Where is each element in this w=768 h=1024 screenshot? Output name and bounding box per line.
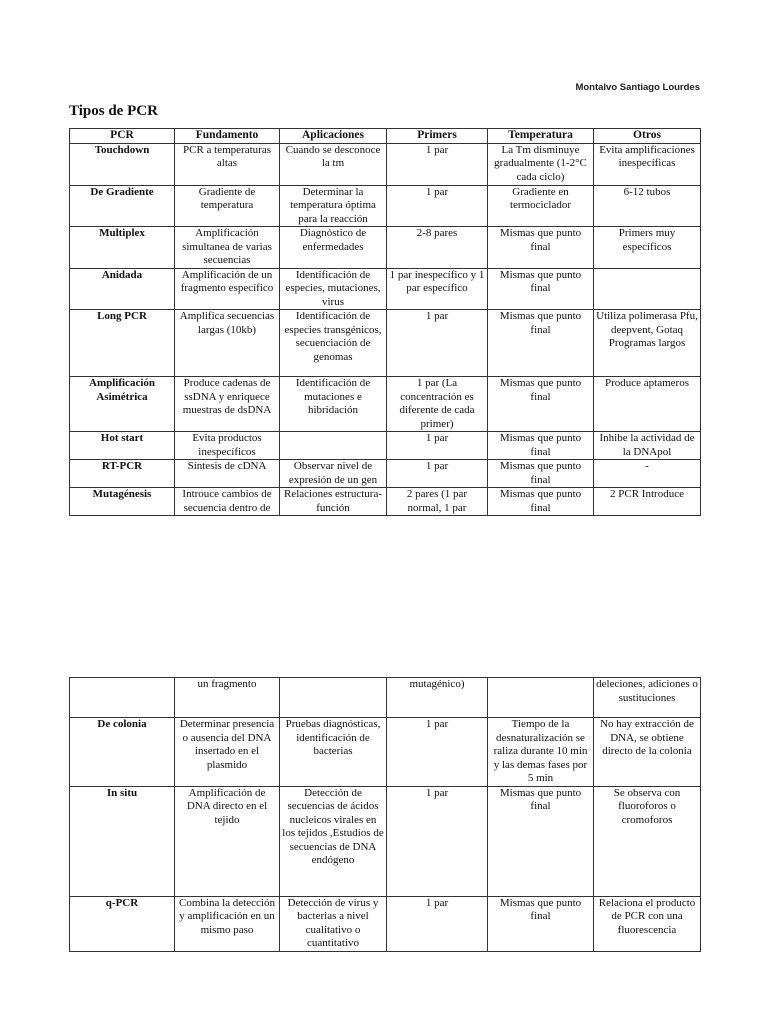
table-cell: 2 pares (1 par normal, 1 par [387, 488, 488, 516]
table-row [70, 227, 701, 269]
table-cell: Tiempo de la desnaturalización se raliza durante 10 min y las demas fases por 5 min [488, 718, 594, 787]
table-cell: Pruebas diagnósticas, identificación de bacterias [280, 718, 387, 787]
table-cell: Mismas que punto final [488, 268, 594, 310]
pcr-type-cell: Hot start [70, 432, 175, 460]
table-header-row [70, 129, 701, 144]
column-header-pcr: PCR [70, 129, 175, 144]
column-header-otros: Otros [594, 129, 701, 144]
table-cell: 1 par [387, 460, 488, 488]
table-cell: 2-8 pares [387, 227, 488, 269]
table-cell: Amplifica secuencias largas (10kb) [175, 310, 280, 377]
table-cell: Gradiente en termociclador [488, 185, 594, 227]
table-cell: 6-12 tubos [594, 185, 701, 227]
table-cell: Mismas que punto final [488, 432, 594, 460]
pcr-table-page-1 [69, 128, 701, 516]
table-row [70, 786, 701, 896]
table-row [70, 488, 701, 516]
table-cell: 1 par [387, 310, 488, 377]
table-cell: Introuce cambios de secuencia dentro de [175, 488, 280, 516]
table-row [70, 896, 701, 951]
column-header-aplicaciones: Aplicaciones [280, 129, 387, 144]
table-cell: Mismas que punto final [488, 786, 594, 896]
table-row [70, 432, 701, 460]
pcr-type-cell: RT-PCR [70, 460, 175, 488]
table-cell: 1 par [387, 718, 488, 787]
table-row [70, 268, 701, 310]
table-cell: Se observa con fluoroforos o cromoforos [594, 786, 701, 896]
document-title: Tipos de PCR [69, 103, 158, 119]
table-cell: Combina la detección y amplificación en un mismo paso [175, 896, 280, 951]
table-cell: Evita productos inespecíficos [175, 432, 280, 460]
table-cell: Diagnóstico de enfermedades [280, 227, 387, 269]
pcr-type-cell: q-PCR [70, 896, 175, 951]
table-cell: Detección de secuencias de ácidos nucleicos virales en los tejidos ,Estudios de secuencias de DNA endógeno [280, 786, 387, 896]
pcr-table-page-2 [69, 677, 701, 952]
table-cell: Amplificación de un fragmento específico [175, 268, 280, 310]
table-cell: PCR a temperaturas altas [175, 143, 280, 185]
table-cell: un fragmento [175, 678, 280, 718]
pcr-type-cell: Amplificación Asimétrica [70, 377, 175, 432]
table-cell: Gradiente de temperatura [175, 185, 280, 227]
table-cell [488, 678, 594, 718]
column-header-fundamento: Fundamento [175, 129, 280, 144]
table-cell: Amplificación de DNA directo en el tejido [175, 786, 280, 896]
table-cell: Cuando se desconoce la tm [280, 143, 387, 185]
table-cell: Relaciona el producto de PCR con una fluorescencia [594, 896, 701, 951]
column-header-temperatura: Temperatura [488, 129, 594, 144]
column-header-primers: Primers [387, 129, 488, 144]
pcr-type-cell: Long PCR [70, 310, 175, 377]
pcr-type-cell: Touchdown [70, 143, 175, 185]
pcr-type-cell: Multiplex [70, 227, 175, 269]
table-body-page-2 [70, 678, 701, 952]
table-row [70, 310, 701, 377]
table-cell: Evita amplificaciones inespecíficas [594, 143, 701, 185]
table-cell: 2 PCR Introduce [594, 488, 701, 516]
table-cell: Utiliza polimerasa Pfu, deepvent, Gotaq Programas largos [594, 310, 701, 377]
pcr-type-cell: De Gradiente [70, 185, 175, 227]
table-cell: Detección de virus y bacterias a nivel cualitativo o cuantitativo [280, 896, 387, 951]
table-cell: Identificación de mutaciones e hibridación [280, 377, 387, 432]
table-cell [280, 432, 387, 460]
table-cell: 1 par [387, 896, 488, 951]
pcr-type-cell: De colonia [70, 718, 175, 787]
table-cell: 1 par inespecífico y 1 par específico [387, 268, 488, 310]
table-row [70, 678, 701, 718]
table-cell: - [594, 460, 701, 488]
table-row [70, 185, 701, 227]
table-cell: Primers muy específicos [594, 227, 701, 269]
table-cell: deleciones, adiciones o sustituciones [594, 678, 701, 718]
table-cell: 1 par (La concentración es diferente de cada primer) [387, 377, 488, 432]
table-cell: No hay extracción de DNA, se obtiene directo de la colonia [594, 718, 701, 787]
table-cell: Amplificación simultanea de varias secuencias [175, 227, 280, 269]
table-cell: mutagénico) [387, 678, 488, 718]
table-cell: 1 par [387, 786, 488, 896]
table-cell: 1 par [387, 432, 488, 460]
table-row [70, 377, 701, 432]
table-cell: Determinar la temperatura óptima para la reacción [280, 185, 387, 227]
table-body-page-1 [70, 143, 701, 516]
table-row [70, 460, 701, 488]
table-cell: La Tm disminuye gradualmente (1-2°C cada ciclo) [488, 143, 594, 185]
table-row [70, 718, 701, 787]
table-cell: Mismas que punto final [488, 377, 594, 432]
table-cell: Identificación de especies, mutaciones, virus [280, 268, 387, 310]
table-cell: Produce cadenas de ssDNA y enriquece muestras de dsDNA [175, 377, 280, 432]
table-cell: Observar nivel de expresión de un gen [280, 460, 387, 488]
pcr-type-cell: Mutagénesis [70, 488, 175, 516]
table-cell: Identificación de especies transgénicos, secuenciación de genomas [280, 310, 387, 377]
table-cell: 1 par [387, 143, 488, 185]
table-cell: Mismas que punto final [488, 460, 594, 488]
table-cell: 1 par [387, 185, 488, 227]
pcr-type-cell: Anidada [70, 268, 175, 310]
table-cell: Relaciones estructura-función [280, 488, 387, 516]
table-cell [280, 678, 387, 718]
author-name: Montalvo Santiago Lourdes [575, 82, 700, 93]
table-cell: Síntesis de cDNA [175, 460, 280, 488]
pcr-type-cell [70, 678, 175, 718]
table-cell: Mismas que punto final [488, 310, 594, 377]
pcr-type-cell: In situ [70, 786, 175, 896]
table-cell: Mismas que punto final [488, 896, 594, 951]
table-cell: Inhibe la actividad de la DNApol [594, 432, 701, 460]
table-row [70, 143, 701, 185]
table-cell: Mismas que punto final [488, 488, 594, 516]
table-cell: Mismas que punto final [488, 227, 594, 269]
table-cell [594, 268, 701, 310]
table-cell: Produce aptameros [594, 377, 701, 432]
table-cell: Determinar presencia o ausencia del DNA insertado en el plasmido [175, 718, 280, 787]
